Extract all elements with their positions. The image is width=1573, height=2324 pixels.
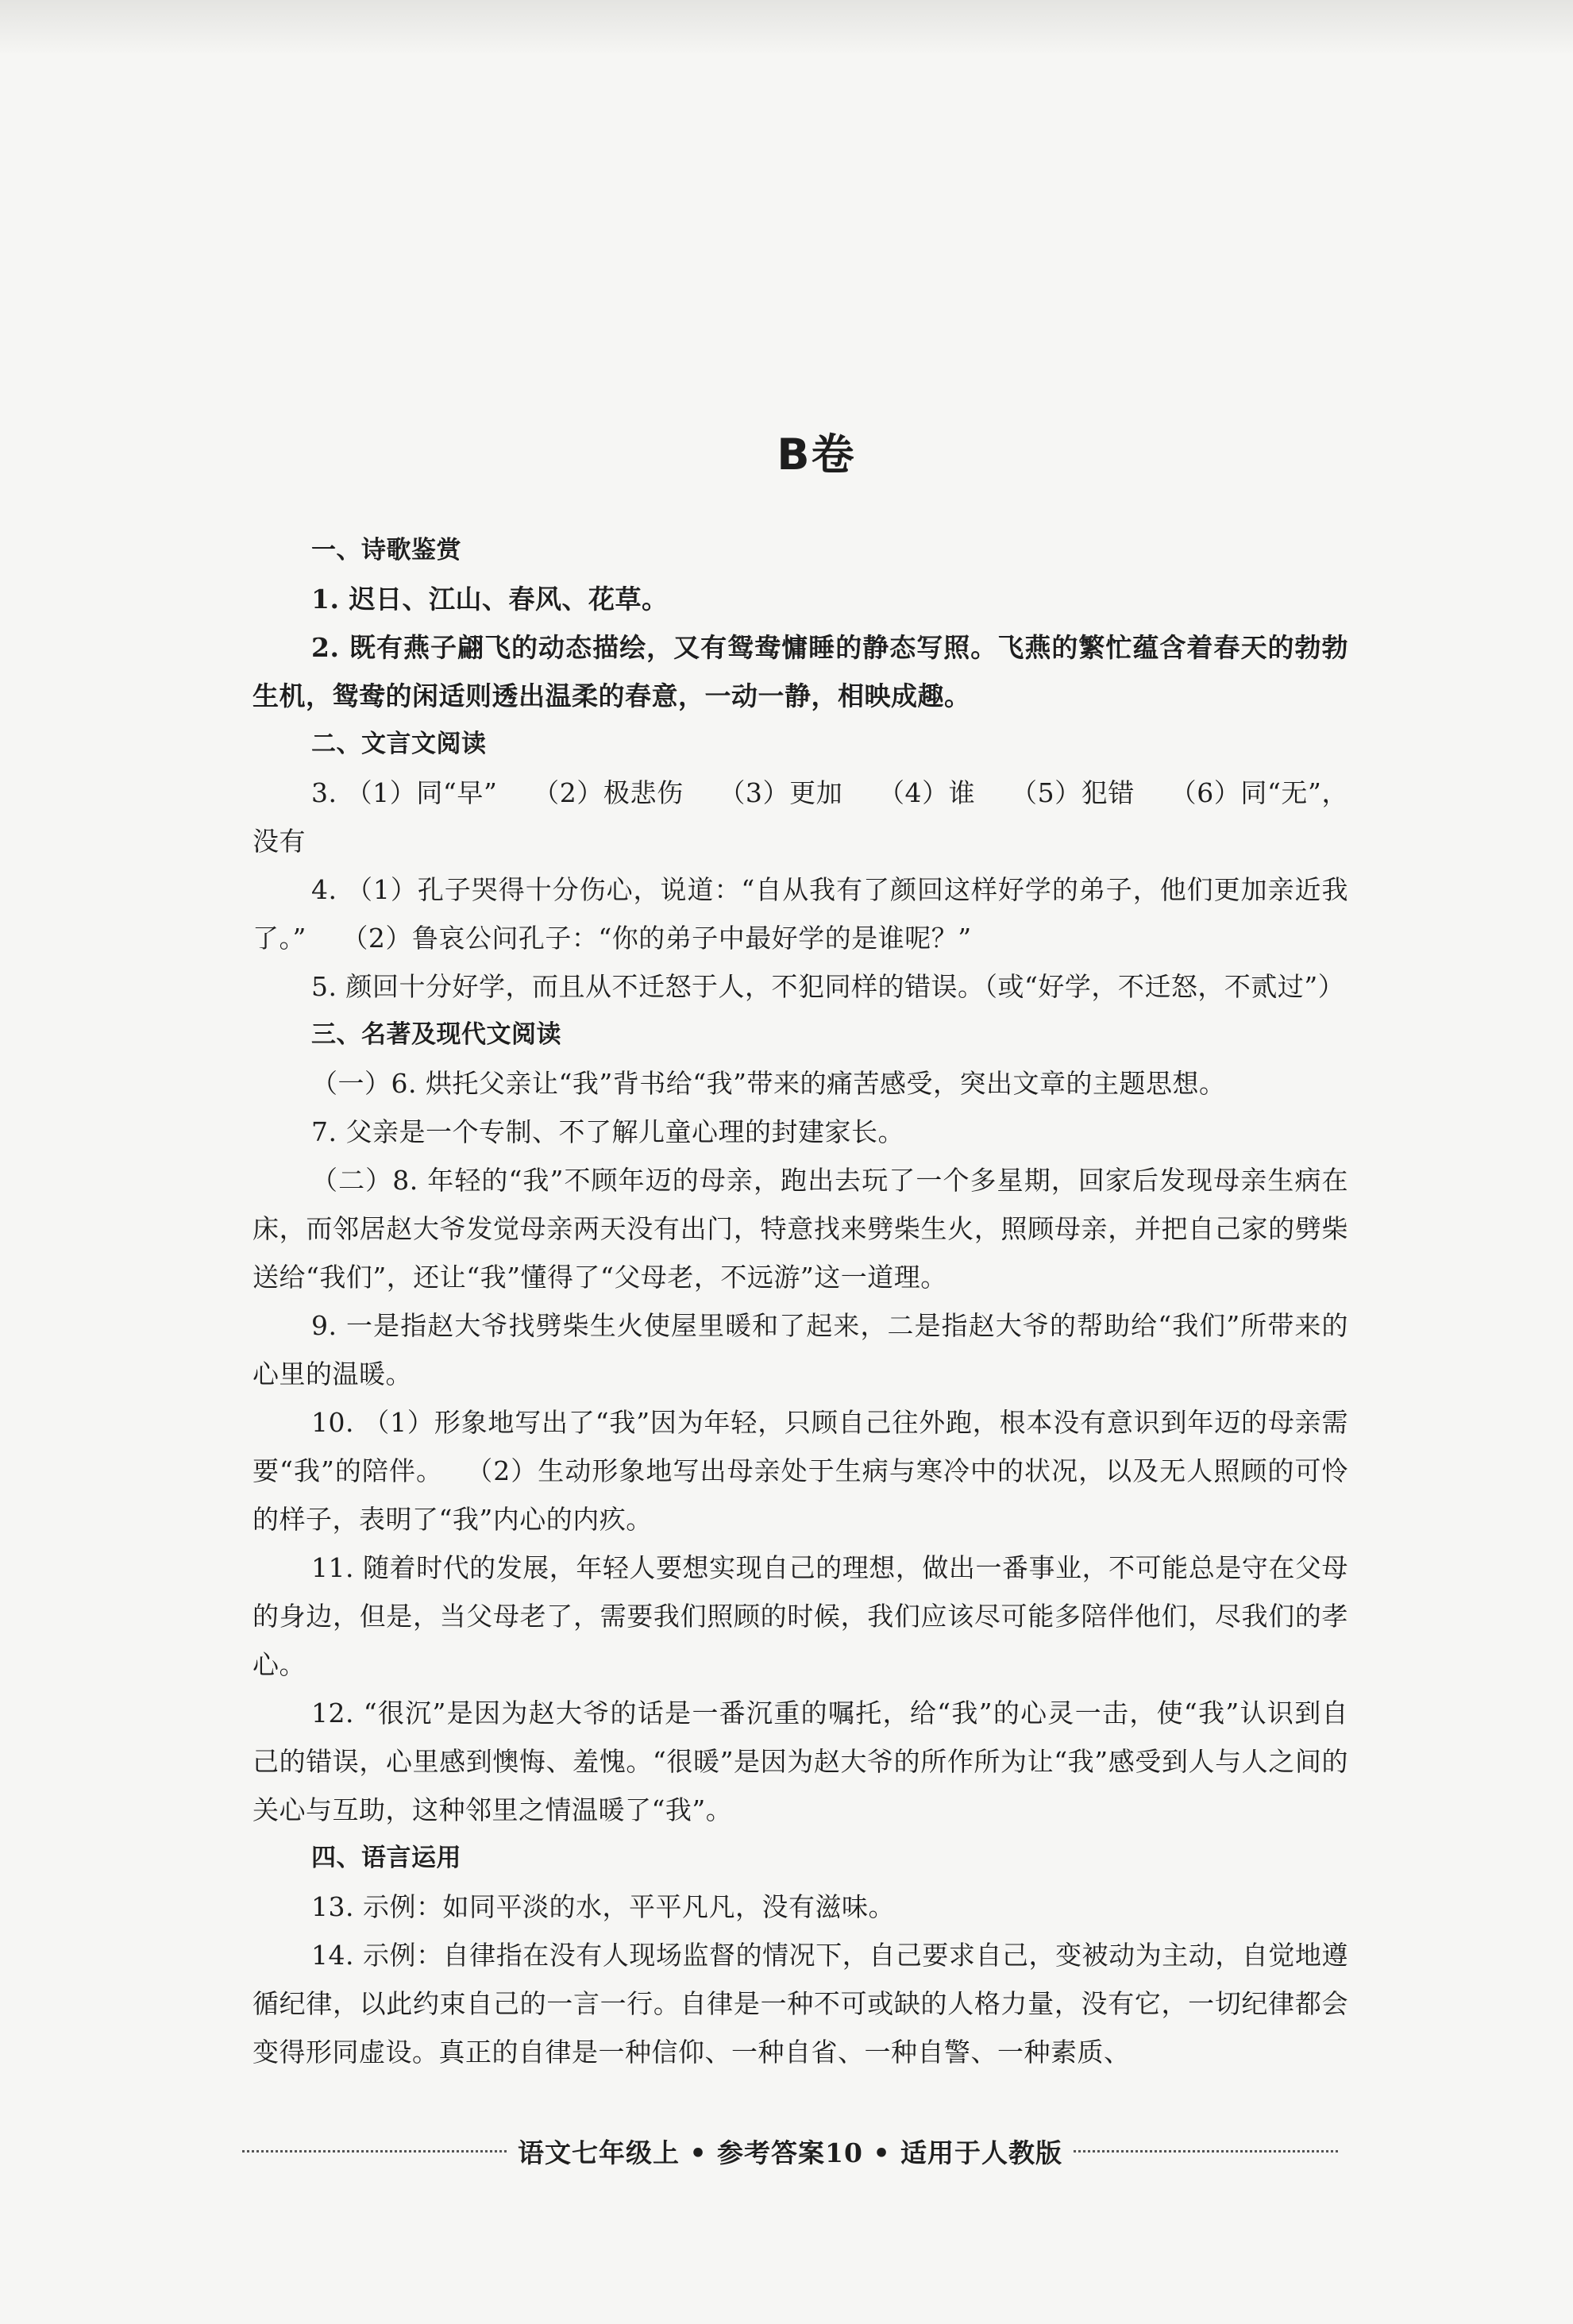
- answer-paragraph: 3. （1）同“早” （2）极悲伤 （3）更加 （4）谁 （5）犯错 （6）同“无”，没有: [253, 777, 1348, 857]
- answer-paragraph: 7. 父亲是一个专制、不了解儿童心理的封建家长。: [311, 1116, 904, 1147]
- section-heading: 三、名著及现代文阅读: [311, 1020, 561, 1049]
- answer-paragraph: 10. （1）形象地写出了“我”因为年轻，只顾自己往外跑，根本没有意识到年迈的母亲需要“我”的陪伴。 （2）生动形象地写出母亲处于生病与寒冷中的状况，以及无人照顾的可怜的样子，表明了“我”内心的内疚。: [253, 1407, 1348, 1535]
- footer-dotted-rule-right: [1074, 2150, 1338, 2152]
- answer-paragraph: 2. 既有燕子翩飞的动态描绘，又有鸳鸯慵睡的静态写照。飞燕的繁忙蕴含着春天的勃勃生机，鸳鸯的闲适则透出温柔的春意，一动一静，相映成趣。: [253, 632, 1348, 711]
- footer-text: 语文七年级上 • 参考答案10 • 适用于人教版: [517, 2137, 1063, 2168]
- footer-dotted-rule-left: [242, 2150, 507, 2152]
- answer-paragraph: 1. 迟日、江山、春风、花草。: [311, 584, 669, 615]
- page-footer: [242, 2133, 1338, 2170]
- answer-paragraph: 13. 示例：如同平淡的水，平平凡凡，没有滋味。: [311, 1891, 895, 1922]
- answer-paragraph: （二）8. 年轻的“我”不顾年迈的母亲，跑出去玩了一个多星期，回家后发现母亲生病在床，而邻居赵大爷发觉母亲两天没有出门，特意找来劈柴生火，照顾母亲，并把自己家的劈柴送给“我们”，还让“我”懂得了“父母老，不远游”这一道理。: [253, 1165, 1348, 1293]
- answer-page: [253, 421, 1348, 2076]
- answer-paragraph: 5. 颜回十分好学，而且从不迁怒于人，不犯同样的错误。（或“好学，不迁怒，不贰过”）: [311, 971, 1345, 1002]
- page-title: B卷: [777, 430, 856, 480]
- answer-paragraph: 14. 示例：自律指在没有人现场监督的情况下，自己要求自己，变被动为主动，自觉地遵循纪律，以此约束自己的一言一行。自律是一种不可或缺的人格力量，没有它，一切纪律都会变得形同虚设。真正的自律是一种信仰、一种自省、一种自警、一种素质、: [253, 1940, 1348, 2068]
- scan-shadow: [0, 0, 1573, 56]
- section-heading: 二、文言文阅读: [311, 730, 487, 758]
- answer-paragraph: （一）6. 烘托父亲让“我”背书给“我”带来的痛苦感受，突出文章的主题思想。: [311, 1068, 1226, 1099]
- section-heading: 一、诗歌鉴赏: [311, 536, 461, 565]
- answer-paragraph: 9. 一是指赵大爷找劈柴生火使屋里暖和了起来，二是指赵大爷的帮助给“我们”所带来的心里的温暖。: [253, 1310, 1348, 1389]
- answer-paragraph: 12. “很沉”是因为赵大爷的话是一番沉重的嘱托，给“我”的心灵一击，使“我”认识到自己的错误，心里感到懊悔、羞愧。“很暖”是因为赵大爷的所作所为让“我”感受到人与人之间的关心与互助，这种邻里之情温暖了“我”。: [253, 1698, 1348, 1825]
- answer-paragraph: 4. （1）孔子哭得十分伤心，说道：“自从我有了颜回这样好学的弟子，他们更加亲近我了。” （2）鲁哀公问孔子：“你的弟子中最好学的是谁呢？”: [253, 874, 1348, 954]
- section-heading: 四、语言运用: [311, 1844, 461, 1872]
- answer-content: [253, 526, 1348, 2076]
- answer-paragraph: 11. 随着时代的发展，年轻人要想实现自己的理想，做出一番事业，不可能总是守在父母的身边，但是，当父母老了，需要我们照顾的时候，我们应该尽可能多陪伴他们，尽我们的孝心。: [253, 1552, 1348, 1680]
